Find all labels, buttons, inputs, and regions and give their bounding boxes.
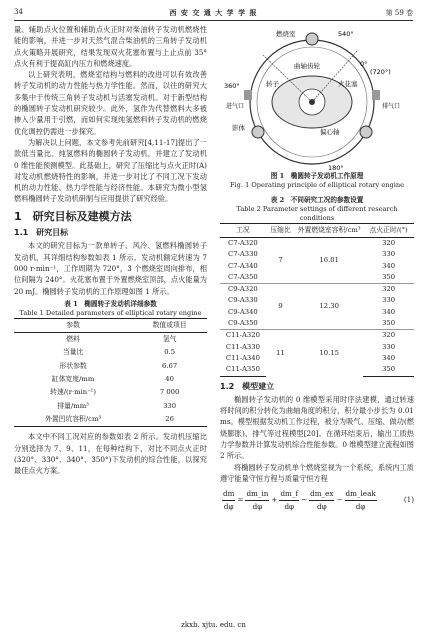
table-cell: 12.30 [295, 284, 363, 330]
figure1-caption-en: Fig. 1 Operating principle of elliptical rotary engine [229, 181, 405, 189]
table-cell: 340 [382, 307, 396, 316]
paragraph: 量、辅助点火位置和辅助点火正时对柴油转子发动机燃烧性能的影响，并进一步对天然气混合柴油机的三角转子发动机点火策略开展研究，结果发现双火花塞布置与上止点前 35°点火有利于提高缸内压力和燃烧速度。 [14, 25, 207, 68]
table-cell: 排量/mm³ [57, 401, 89, 410]
paragraph: 为解决以上问题，本文参考先前研究[4,11-17]提出了一款低当量比、纯氢燃料的椭圆转子发动机，并建立了发动机 0 维性能预测模型。此基础上，研究了压缩比与点火正时(A)对发动机燃烧特性的影响，并进一步对比了不同工况下发动机的动力性能、热力学性能与经济性能。本研究为微小型氢燃料椭圆转子发动机研制与应用提供了研究经验。 [14, 137, 207, 204]
table-row [14, 373, 207, 386]
page-number: 34 [14, 8, 23, 16]
intake-port [244, 90, 252, 100]
equation-number: (1) [403, 495, 414, 505]
table-cell: 330 [382, 342, 396, 351]
table-cell: 燃料 [66, 335, 80, 344]
paragraph: 本文的研究目标为一款单转子、风冷、氢燃料椭圆转子发动机，其详细结构参数如表 1 所示。发动机额定转速为 7 000 r·min⁻¹，工作周期为 720°，3 个燃烧室周向排布，相位间隔为 240°。火花塞布置于外置燃烧室顶部，点火能量为 20 mJ。椭圆转子发动机的工作原理如图 1 所示。 [14, 241, 207, 296]
table-row [14, 346, 207, 359]
table-cell: 10.15 [295, 330, 363, 376]
table-cell: 340 [382, 353, 396, 362]
table-cell: 氢气 [162, 335, 177, 344]
table-header: 压缩比 [266, 224, 295, 238]
table1-caption-cn: 表 1 椭圆转子发动机详细参数 [64, 299, 157, 308]
table-cell: 6.67 [162, 361, 178, 370]
eq-term: $\frac{\text{dm\_leak}}{d\varphi}$ [345, 489, 376, 511]
table-cell: C11-A320 [220, 330, 266, 342]
table1-caption-en: Table 1 Detailed parameters of elliptical rotary engine [19, 308, 202, 317]
paragraph: 将椭圆转子发动机单个燃烧室视为一个系统，系统内工质遵守能量守恒方程与质量守恒方程 [220, 462, 414, 483]
table-row [220, 238, 414, 250]
section-heading: 1 研究目标及建模方法 [14, 209, 132, 223]
table-cell: C11-A350 [220, 364, 266, 376]
table2-caption-en: Table 2 Parameter settings of different research conditions [236, 205, 398, 222]
table-header: 外置燃烧室容积/cm³ [295, 224, 363, 238]
table-header: 工况 [220, 224, 266, 238]
table-header: 参数 [14, 318, 132, 332]
label-180: 180° [328, 164, 344, 172]
table-cell: 11 [266, 330, 295, 376]
table-row [14, 386, 207, 399]
table-cell: 320 [382, 239, 396, 247]
label-shadow: 影体 [232, 124, 245, 132]
eq-term: $\frac{dm\_f}{d\varphi}$ [280, 489, 299, 511]
engine-diagram [220, 24, 414, 172]
table-cell: C9-A350 [228, 319, 258, 328]
page-header [14, 6, 413, 21]
label-ring: 曲轴齿轮 [294, 62, 320, 70]
journal-title: 西 安 交 通 大 学 学 报 [169, 8, 258, 17]
table-header: 点火正时/(°) [363, 224, 414, 238]
figure1 [220, 24, 414, 172]
paragraph: 本文中不同工况对应的参数如表 2 所示。发动机压缩比分别选择为 7、9、11，在每种结构下，对比不同点火正时(320°、330°、340°、350°)下发动机的综合性能，以探究最佳点火方案。 [14, 432, 207, 476]
table-cell: C11-A330 [225, 342, 260, 351]
subsection-heading: 1.1 研究目标 [14, 228, 69, 238]
right-column [220, 24, 414, 512]
table-cell: C7-A330 [228, 250, 258, 259]
label-exhaust: 排气口 [382, 103, 401, 110]
table-cell: 9 [266, 284, 295, 330]
paragraph: 椭圆转子发动机的 0 维模型采用时序法建模，通过转速将时间的积分转化为曲轴角度的积分，积分最小步长为 0.01 ms。模型根据发动机工作过程，被分为吸气、压缩、做功(燃烧膨胀)、排气等过程模型[20]。在循环结束后，输出工质热力学参数并计算发动机综合性能参数。0 维模型建立流程如图 2 所示。 [220, 394, 414, 461]
label-camshaft: 偏心轴 [320, 128, 340, 136]
label-720: (720°) [370, 68, 391, 76]
eq-term: $\frac{dm\_in}{d\varphi}$ [246, 489, 269, 511]
table-row [14, 413, 207, 427]
volume-label: 第 59 卷 [385, 9, 413, 17]
table-cell: 40 [165, 375, 174, 384]
table-header: 数值或项目 [132, 318, 207, 332]
table-cell: 16.01 [319, 255, 339, 264]
label-540: 540° [338, 30, 354, 38]
table-cell: 320 [363, 330, 414, 342]
table-cell: 外置凹坑容积/cm³ [14, 413, 132, 427]
table-cell: 0.5 [164, 348, 176, 357]
table-cell: 缸体宽度/mm [51, 375, 95, 384]
table-row [14, 333, 207, 347]
table-cell: 当量比 [62, 348, 84, 357]
chamber-pocket-left [252, 126, 264, 138]
label-360: 360° [224, 82, 240, 90]
table-cell: 形状参数 [59, 361, 87, 370]
table-cell: C9-A320 [220, 284, 266, 296]
table1 [14, 318, 207, 427]
table-cell: 330 [382, 296, 396, 305]
exhaust-port [372, 90, 380, 100]
table-cell: 转速/(r·min⁻¹) [50, 388, 97, 397]
table2 [220, 223, 414, 377]
table-cell: 340 [382, 261, 396, 270]
table-cell: 330 [163, 401, 177, 410]
table-cell: 350 [382, 272, 396, 281]
table-cell: C7-A320 [228, 239, 258, 247]
table-cell: 320 [363, 284, 414, 296]
eq-lhs: $\frac{dm}{d\varphi}$ [223, 489, 235, 511]
equation-1: $\frac{dm}{d\varphi}$ = $\frac{dm\_in}{d\varphi}$ + $\frac{dm\_f}{d\varphi}$ − $\frac{dm\_ex}{d\varphi}$ − $\frac{\text{dm\_leak}}{d\varphi}$ (1) [223, 489, 414, 511]
label-rotor: 转子 [266, 80, 279, 88]
table-row [14, 360, 207, 373]
table-cell: C9-A330 [228, 296, 258, 305]
eq-term: $\frac{dm\_ex}{d\varphi}$ [310, 489, 334, 511]
table-row [14, 400, 207, 413]
table-cell: C11-A340 [225, 353, 260, 362]
table-cell: 26 [132, 413, 207, 427]
left-column [14, 24, 207, 476]
figure1-caption-cn: 图 1 椭圆转子发动机工作原理 [270, 172, 364, 180]
chamber-pocket-right [360, 126, 372, 138]
table-cell: 7 000 [159, 388, 180, 397]
label-spark: 火花塞 [338, 80, 358, 88]
label-0: 0° [360, 60, 368, 68]
table-row [220, 284, 414, 296]
table-cell: 7 [278, 255, 283, 264]
paragraph: 以上研究表明，燃烧室结构与燃料的改进可以有效改善转子发动机的动力性能与热力学性能。然而，以往的研究大多集中于传统三角转子发动机与活塞发动机。对于新型结构的椭圆转子发动机研究较少。此外，氢作为代替燃料大多被掺入少量用于引燃，而如何实现纯氢燃料转子发动机的燃烧优化调控仍需进一步探究。 [14, 70, 207, 136]
table-row [220, 330, 414, 342]
label-intake: 进气口 [226, 103, 245, 110]
table-cell: C7-A340 [228, 261, 258, 270]
table-cell: 350 [382, 319, 396, 328]
table-cell: C9-A340 [228, 307, 258, 316]
table-cell: 330 [382, 250, 396, 259]
subsection-heading: 1.2 模型建立 [220, 381, 275, 391]
footer-url: zkxb. xjtu. edu. cn [181, 621, 246, 629]
table2-caption-cn: 表 2 不同研究工况的参数设置 [270, 196, 364, 204]
table-cell: 350 [363, 364, 414, 376]
chamber-pocket-top [306, 33, 318, 45]
label-chamber: 燃烧室 [276, 30, 296, 38]
table-cell: C7-A350 [228, 272, 258, 281]
